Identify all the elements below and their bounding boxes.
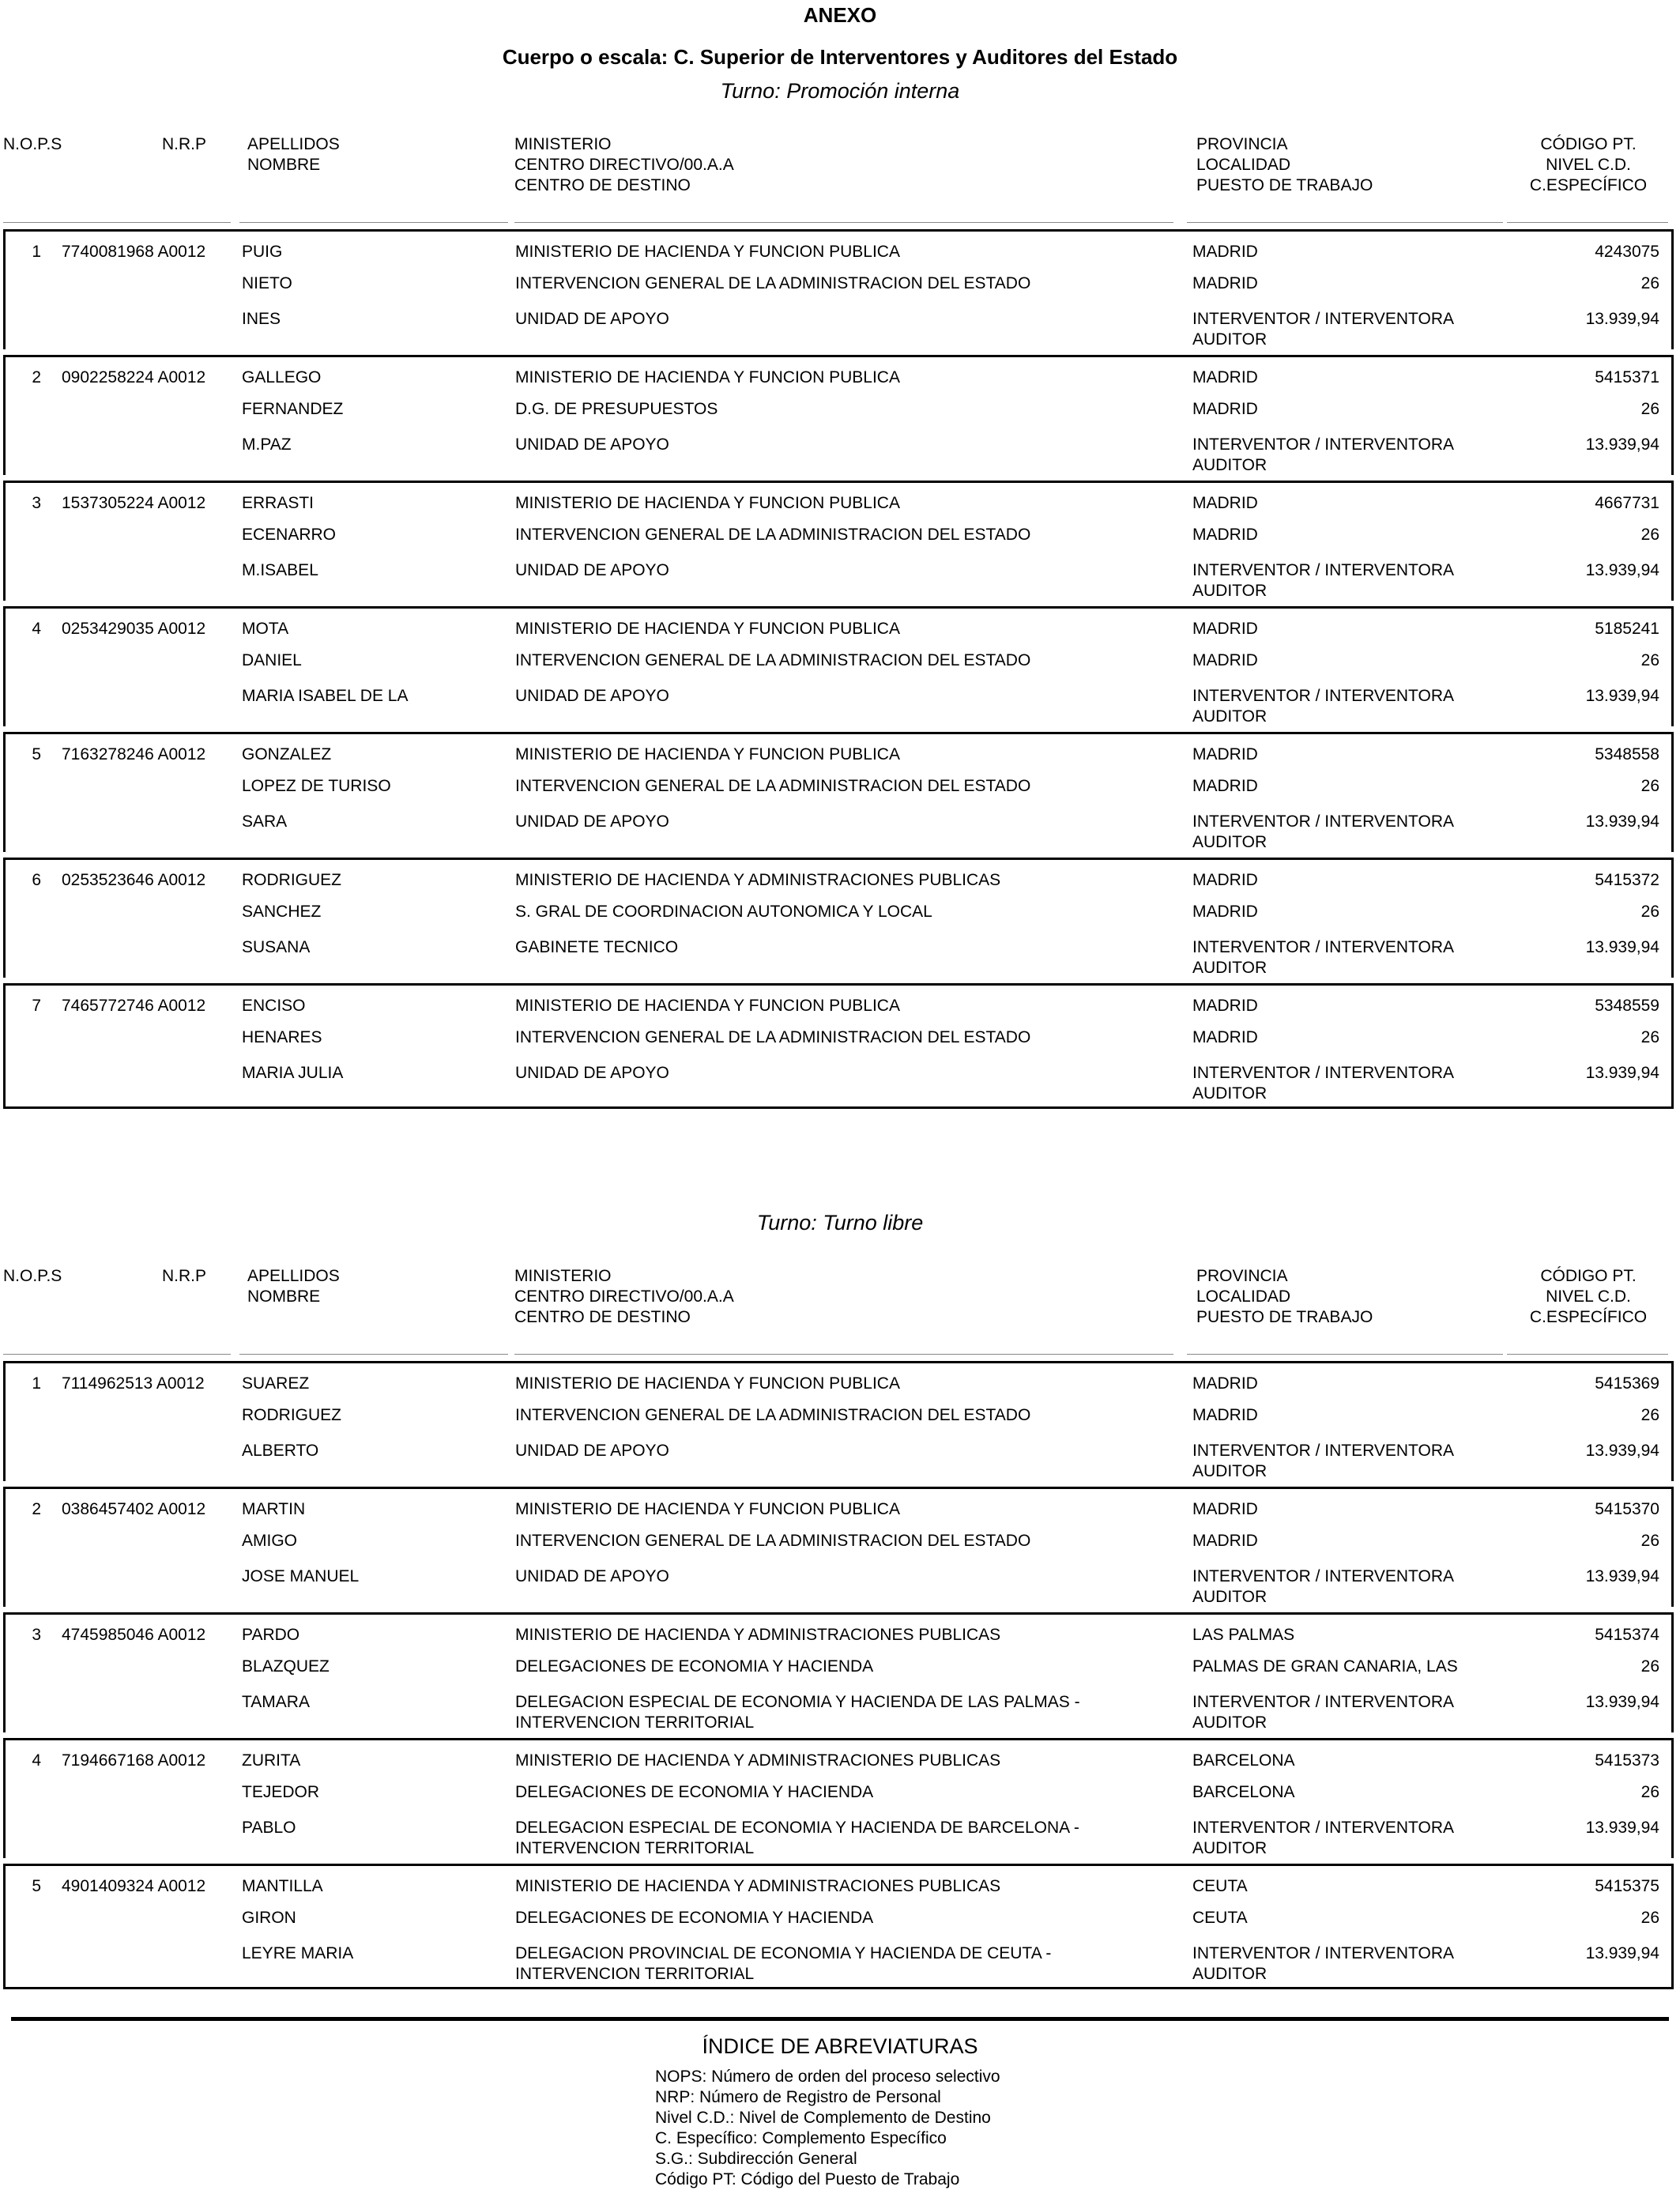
row-number: 3 xyxy=(32,494,41,512)
row-codigo-pt: 5348558 xyxy=(1595,745,1659,763)
turno-label: Turno: Promoción interna xyxy=(720,79,960,103)
row-nombre: MARIA JULIA xyxy=(242,1064,344,1082)
row-number: 4 xyxy=(32,620,41,638)
row-centro-directivo: INTERVENCION GENERAL DE LA ADMINISTRACION DEL ESTADO xyxy=(515,1532,1031,1550)
row-nombre: SUSANA xyxy=(242,938,311,956)
row-puesto: INTERVENTOR / INTERVENTORA AUDITOR xyxy=(1192,1567,1455,1606)
row-apellido1: PARDO xyxy=(242,1626,300,1644)
row-apellido2: AMIGO xyxy=(242,1532,298,1550)
row-localidad: MADRID xyxy=(1192,1532,1258,1550)
row-nombre: M.PAZ xyxy=(242,435,292,454)
row-centro-destino: UNIDAD DE APOYO xyxy=(515,310,669,328)
row-puesto: INTERVENTOR / INTERVENTORA AUDITOR xyxy=(1192,1064,1455,1103)
row-apellido2: NIETO xyxy=(242,274,292,292)
anexo-title: ANEXO xyxy=(803,3,877,27)
row-especifico: 13.939,94 xyxy=(1585,938,1659,956)
row-puesto: INTERVENTOR / INTERVENTORA AUDITOR xyxy=(1192,1693,1455,1732)
row-nivel-cd: 26 xyxy=(1640,777,1659,795)
row-number: 1 xyxy=(32,1374,41,1393)
row-nrp: 0386457402 A0012 xyxy=(62,1500,206,1518)
row-nrp: 7465772746 A0012 xyxy=(62,997,206,1015)
row-apellido1: MOTA xyxy=(242,620,289,638)
turno-label: Turno: Turno libre xyxy=(756,1211,924,1235)
row-centro-destino: UNIDAD DE APOYO xyxy=(515,1064,669,1082)
indice-title: ÍNDICE DE ABREVIATURAS xyxy=(702,2034,978,2058)
row-centro-directivo: INTERVENCION GENERAL DE LA ADMINISTRACION DEL ESTADO xyxy=(515,1028,1031,1046)
header-underline xyxy=(1187,1354,1503,1355)
row-especifico: 13.939,94 xyxy=(1585,1693,1659,1711)
row-centro-destino: UNIDAD DE APOYO xyxy=(515,812,669,831)
col-header-provincia: PROVINCIA LOCALIDAD PUESTO DE TRABAJO xyxy=(1196,135,1373,194)
row-centro-directivo: DELEGACIONES DE ECONOMIA Y HACIENDA xyxy=(515,1783,874,1801)
row-apellido1: SUAREZ xyxy=(242,1374,310,1393)
indice-line: NOPS: Número de orden del proceso selectivo xyxy=(655,2068,1000,2086)
row-especifico: 13.939,94 xyxy=(1585,812,1659,831)
row-puesto: INTERVENTOR / INTERVENTORA AUDITOR xyxy=(1192,435,1455,474)
row-ministerio: MINISTERIO DE HACIENDA Y FUNCION PUBLICA xyxy=(515,997,900,1015)
row-especifico: 13.939,94 xyxy=(1585,1944,1659,1962)
row-apellido2: LOPEZ DE TURISO xyxy=(242,777,391,795)
row-centro-destino: DELEGACION ESPECIAL DE ECONOMIA Y HACIENDA DE BARCELONA - INTERVENCION TERRITORIAL xyxy=(515,1819,1079,1857)
row-localidad: MADRID xyxy=(1192,777,1258,795)
row-localidad: MADRID xyxy=(1192,651,1258,669)
indice-line: NRP: Número de Registro de Personal xyxy=(655,2088,941,2106)
row-provincia: MADRID xyxy=(1192,620,1258,638)
row-apellido1: RODRIGUEZ xyxy=(242,871,341,889)
col-header-nops: N.O.P.S xyxy=(3,135,62,153)
row-puesto: INTERVENTOR / INTERVENTORA AUDITOR xyxy=(1192,687,1455,726)
row-nivel-cd: 26 xyxy=(1640,1028,1659,1046)
col-header-codigo: CÓDIGO PT. NIVEL C.D. C.ESPECÍFICO xyxy=(1529,1267,1648,1326)
row-localidad: MADRID xyxy=(1192,903,1258,921)
row-nombre: SARA xyxy=(242,812,288,831)
row-number: 3 xyxy=(32,1626,41,1644)
col-header-codigo: CÓDIGO PT. NIVEL C.D. C.ESPECÍFICO xyxy=(1529,135,1648,194)
row-nrp: 4745985046 A0012 xyxy=(62,1626,206,1644)
indice-line: Nivel C.D.: Nivel de Complemento de Destino xyxy=(655,2109,991,2127)
cuerpo-title: Cuerpo o escala: C. Superior de Interventores y Auditores del Estado xyxy=(502,45,1178,69)
row-ministerio: MINISTERIO DE HACIENDA Y ADMINISTRACIONES PUBLICAS xyxy=(515,871,1001,889)
header-underline xyxy=(1507,222,1668,223)
row-apellido1: ZURITA xyxy=(242,1751,301,1770)
row-ministerio: MINISTERIO DE HACIENDA Y FUNCION PUBLICA xyxy=(515,620,900,638)
indice-line: Código PT: Código del Puesto de Trabajo xyxy=(655,2170,960,2188)
row-puesto: INTERVENTOR / INTERVENTORA AUDITOR xyxy=(1192,310,1455,349)
row-number: 7 xyxy=(32,997,41,1015)
row-apellido2: GIRON xyxy=(242,1909,296,1927)
row-codigo-pt: 5415370 xyxy=(1595,1500,1659,1518)
row-nivel-cd: 26 xyxy=(1640,1657,1659,1676)
row-codigo-pt: 5185241 xyxy=(1595,620,1659,638)
row-number: 4 xyxy=(32,1751,41,1770)
header-underline xyxy=(239,222,508,223)
row-centro-destino: UNIDAD DE APOYO xyxy=(515,561,669,579)
row-nivel-cd: 26 xyxy=(1640,1909,1659,1927)
row-centro-directivo: INTERVENCION GENERAL DE LA ADMINISTRACION DEL ESTADO xyxy=(515,1406,1031,1424)
row-localidad: MADRID xyxy=(1192,274,1258,292)
row-ministerio: MINISTERIO DE HACIENDA Y ADMINISTRACIONES PUBLICAS xyxy=(515,1751,1001,1770)
row-centro-directivo: S. GRAL DE COORDINACION AUTONOMICA Y LOCAL xyxy=(515,903,932,921)
col-header-nrp: N.R.P xyxy=(162,1267,207,1285)
row-centro-destino: DELEGACION ESPECIAL DE ECONOMIA Y HACIENDA DE LAS PALMAS - INTERVENCION TERRITORIAL xyxy=(515,1693,1080,1732)
row-centro-destino: UNIDAD DE APOYO xyxy=(515,1442,669,1460)
row-apellido2: DANIEL xyxy=(242,651,302,669)
row-provincia: CEUTA xyxy=(1192,1877,1248,1895)
row-ministerio: MINISTERIO DE HACIENDA Y FUNCION PUBLICA xyxy=(515,745,900,763)
row-apellido2: ECENARRO xyxy=(242,526,337,544)
row-centro-directivo: DELEGACIONES DE ECONOMIA Y HACIENDA xyxy=(515,1909,874,1927)
row-nrp: 7740081968 A0012 xyxy=(62,243,206,261)
row-puesto: INTERVENTOR / INTERVENTORA AUDITOR xyxy=(1192,938,1455,977)
row-nivel-cd: 26 xyxy=(1640,1406,1659,1424)
col-header-provincia: PROVINCIA LOCALIDAD PUESTO DE TRABAJO xyxy=(1196,1267,1373,1326)
row-especifico: 13.939,94 xyxy=(1585,687,1659,705)
row-apellido2: TEJEDOR xyxy=(242,1783,320,1801)
row-nrp: 0902258224 A0012 xyxy=(62,368,206,386)
row-nombre: MARIA ISABEL DE LA xyxy=(242,687,409,705)
row-ministerio: MINISTERIO DE HACIENDA Y FUNCION PUBLICA xyxy=(515,1374,900,1393)
row-centro-destino: DELEGACION PROVINCIAL DE ECONOMIA Y HACIENDA DE CEUTA - INTERVENCION TERRITORIAL xyxy=(515,1944,1052,1983)
row-apellido2: SANCHEZ xyxy=(242,903,322,921)
row-number: 2 xyxy=(32,368,41,386)
row-provincia: MADRID xyxy=(1192,243,1258,261)
row-provincia: MADRID xyxy=(1192,745,1258,763)
row-centro-destino: GABINETE TECNICO xyxy=(515,938,679,956)
col-header-ministerio: MINISTERIO CENTRO DIRECTIVO/00.A.A CENTRO DE DESTINO xyxy=(514,135,734,194)
row-centro-destino: UNIDAD DE APOYO xyxy=(515,435,669,454)
row-nivel-cd: 26 xyxy=(1640,526,1659,544)
row-codigo-pt: 5415373 xyxy=(1595,1751,1659,1770)
row-centro-directivo: INTERVENCION GENERAL DE LA ADMINISTRACION DEL ESTADO xyxy=(515,651,1031,669)
row-apellido1: GALLEGO xyxy=(242,368,322,386)
bottom-divider xyxy=(11,2017,1669,2021)
row-localidad: MADRID xyxy=(1192,400,1258,418)
row-provincia: BARCELONA xyxy=(1192,1751,1295,1770)
row-especifico: 13.939,94 xyxy=(1585,1819,1659,1837)
header-underline xyxy=(514,1354,1173,1355)
row-localidad: BARCELONA xyxy=(1192,1783,1295,1801)
row-nivel-cd: 26 xyxy=(1640,1532,1659,1550)
row-ministerio: MINISTERIO DE HACIENDA Y FUNCION PUBLICA xyxy=(515,243,900,261)
row-puesto: INTERVENTOR / INTERVENTORA AUDITOR xyxy=(1192,812,1455,851)
row-nrp: 7163278246 A0012 xyxy=(62,745,206,763)
indice-line: C. Específico: Complemento Específico xyxy=(655,2129,947,2147)
row-nivel-cd: 26 xyxy=(1640,1783,1659,1801)
row-provincia: MADRID xyxy=(1192,494,1258,512)
row-provincia: MADRID xyxy=(1192,1374,1258,1393)
row-nombre: TAMARA xyxy=(242,1693,310,1711)
row-nrp: 1537305224 A0012 xyxy=(62,494,206,512)
row-ministerio: MINISTERIO DE HACIENDA Y ADMINISTRACIONES PUBLICAS xyxy=(515,1626,1001,1644)
row-nivel-cd: 26 xyxy=(1640,400,1659,418)
row-codigo-pt: 5415372 xyxy=(1595,871,1659,889)
col-header-apellidos: APELLIDOS NOMBRE xyxy=(247,1267,340,1306)
row-localidad: MADRID xyxy=(1192,526,1258,544)
row-especifico: 13.939,94 xyxy=(1585,561,1659,579)
row-codigo-pt: 5415375 xyxy=(1595,1877,1659,1895)
row-number: 2 xyxy=(32,1500,41,1518)
row-centro-destino: UNIDAD DE APOYO xyxy=(515,1567,669,1585)
row-codigo-pt: 4243075 xyxy=(1595,243,1659,261)
row-puesto: INTERVENTOR / INTERVENTORA AUDITOR xyxy=(1192,1944,1455,1983)
row-centro-directivo: INTERVENCION GENERAL DE LA ADMINISTRACION DEL ESTADO xyxy=(515,526,1031,544)
row-especifico: 13.939,94 xyxy=(1585,1442,1659,1460)
row-number: 1 xyxy=(32,243,41,261)
row-ministerio: MINISTERIO DE HACIENDA Y FUNCION PUBLICA xyxy=(515,494,900,512)
row-especifico: 13.939,94 xyxy=(1585,435,1659,454)
row-nombre: PABLO xyxy=(242,1819,296,1837)
row-especifico: 13.939,94 xyxy=(1585,1567,1659,1585)
header-underline xyxy=(3,222,231,223)
row-apellido1: PUIG xyxy=(242,243,283,261)
row-puesto: INTERVENTOR / INTERVENTORA AUDITOR xyxy=(1192,1442,1455,1480)
row-apellido1: MANTILLA xyxy=(242,1877,323,1895)
row-provincia: MADRID xyxy=(1192,997,1258,1015)
row-provincia: MADRID xyxy=(1192,368,1258,386)
row-nrp: 7194667168 A0012 xyxy=(62,1751,206,1770)
row-ministerio: MINISTERIO DE HACIENDA Y FUNCION PUBLICA xyxy=(515,368,900,386)
row-especifico: 13.939,94 xyxy=(1585,310,1659,328)
row-nrp: 0253429035 A0012 xyxy=(62,620,206,638)
row-nombre: LEYRE MARIA xyxy=(242,1944,354,1962)
row-nivel-cd: 26 xyxy=(1640,274,1659,292)
row-apellido2: BLAZQUEZ xyxy=(242,1657,330,1676)
row-apellido1: ENCISO xyxy=(242,997,306,1015)
row-nombre: JOSE MANUEL xyxy=(242,1567,360,1585)
row-nivel-cd: 26 xyxy=(1640,651,1659,669)
col-header-nrp: N.R.P xyxy=(162,135,207,153)
col-header-ministerio: MINISTERIO CENTRO DIRECTIVO/00.A.A CENTRO DE DESTINO xyxy=(514,1267,734,1326)
row-localidad: MADRID xyxy=(1192,1406,1258,1424)
row-ministerio: MINISTERIO DE HACIENDA Y ADMINISTRACIONES PUBLICAS xyxy=(515,1877,1001,1895)
row-puesto: INTERVENTOR / INTERVENTORA AUDITOR xyxy=(1192,561,1455,600)
row-apellido1: MARTIN xyxy=(242,1500,306,1518)
col-header-apellidos: APELLIDOS NOMBRE xyxy=(247,135,340,174)
row-localidad: CEUTA xyxy=(1192,1909,1248,1927)
header-underline xyxy=(514,222,1173,223)
row-apellido2: RODRIGUEZ xyxy=(242,1406,341,1424)
row-centro-directivo: INTERVENCION GENERAL DE LA ADMINISTRACION DEL ESTADO xyxy=(515,274,1031,292)
row-nrp: 0253523646 A0012 xyxy=(62,871,206,889)
row-provincia: MADRID xyxy=(1192,1500,1258,1518)
row-codigo-pt: 5415374 xyxy=(1595,1626,1659,1644)
row-nombre: M.ISABEL xyxy=(242,561,318,579)
row-centro-directivo: DELEGACIONES DE ECONOMIA Y HACIENDA xyxy=(515,1657,874,1676)
header-underline xyxy=(1187,222,1503,223)
row-codigo-pt: 4667731 xyxy=(1595,494,1659,512)
row-codigo-pt: 5348559 xyxy=(1595,997,1659,1015)
row-apellido1: GONZALEZ xyxy=(242,745,332,763)
row-codigo-pt: 5415371 xyxy=(1595,368,1659,386)
indice-line: S.G.: Subdirección General xyxy=(655,2150,857,2168)
row-especifico: 13.939,94 xyxy=(1585,1064,1659,1082)
row-nrp: 7114962513 A0012 xyxy=(62,1374,205,1393)
header-underline xyxy=(3,1354,231,1355)
col-header-nops: N.O.P.S xyxy=(3,1267,62,1285)
row-centro-directivo: INTERVENCION GENERAL DE LA ADMINISTRACION DEL ESTADO xyxy=(515,777,1031,795)
row-centro-destino: UNIDAD DE APOYO xyxy=(515,687,669,705)
row-localidad: MADRID xyxy=(1192,1028,1258,1046)
row-apellido2: HENARES xyxy=(242,1028,322,1046)
row-puesto: INTERVENTOR / INTERVENTORA AUDITOR xyxy=(1192,1819,1455,1857)
row-number: 6 xyxy=(32,871,41,889)
row-number: 5 xyxy=(32,745,41,763)
row-nrp: 4901409324 A0012 xyxy=(62,1877,206,1895)
header-underline xyxy=(1507,1354,1668,1355)
row-nombre: INES xyxy=(242,310,281,328)
row-ministerio: MINISTERIO DE HACIENDA Y FUNCION PUBLICA xyxy=(515,1500,900,1518)
row-apellido2: FERNANDEZ xyxy=(242,400,344,418)
row-provincia: LAS PALMAS xyxy=(1192,1626,1295,1644)
row-localidad: PALMAS DE GRAN CANARIA, LAS xyxy=(1192,1657,1458,1676)
row-nivel-cd: 26 xyxy=(1640,903,1659,921)
row-number: 5 xyxy=(32,1877,41,1895)
row-nombre: ALBERTO xyxy=(242,1442,319,1460)
row-codigo-pt: 5415369 xyxy=(1595,1374,1659,1393)
row-provincia: MADRID xyxy=(1192,871,1258,889)
header-underline xyxy=(239,1354,508,1355)
row-centro-directivo: D.G. DE PRESUPUESTOS xyxy=(515,400,718,418)
row-apellido1: ERRASTI xyxy=(242,494,315,512)
